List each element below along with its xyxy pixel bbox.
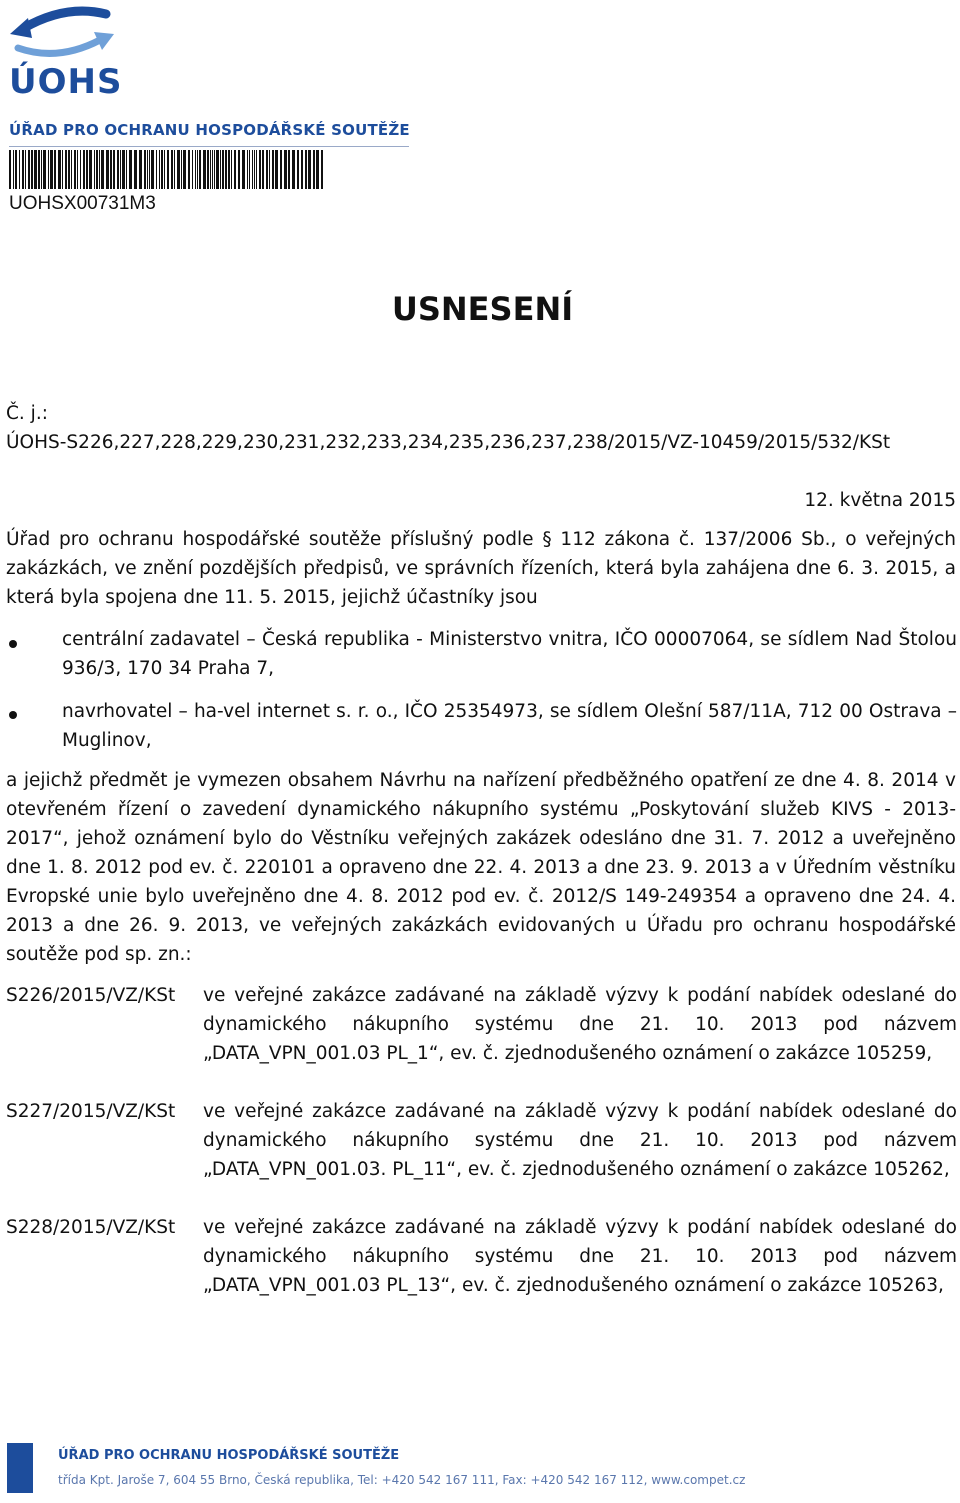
participant-item: centrální zadavatel – Česká republika - Ministerstvo vnitra, IČO 00007064, se sídlem Nad Štolou 936/3, 170 34 Praha 7,: [62, 629, 957, 679]
office-name-header: ÚŘAD PRO OCHRANU HOSPODÁŘSKÉ SOUTĚŽE: [9, 121, 410, 139]
footer-address: třída Kpt. Jaroše 7, 604 55 Brno, Česká republika, Tel: +420 542 167 111, Fax: +420 542 167 112, www.compet.cz: [58, 1473, 746, 1487]
participant-item: navrhovatel – ha-vel internet s. r. o., IČO 25354973, se sídlem Olešní 587/11A, 712 00 Ostrava – Muglinov,: [62, 701, 957, 751]
case-description: ve veřejné zakázce zadávané na základě výzvy k podání nabídek odeslané do dynamického nákupního systému dne 21. 10. 2013 pod názvem „DATA_VPN_001.03 PL_1“, ev. č. zjednodušeného oznámení o zakázce 105259,: [203, 985, 957, 1064]
intro-paragraph: Úřad pro ochranu hospodářské soutěže příslušný podle § 112 zákona č. 137/2006 Sb., o veřejných zakázkách, ve znění pozdějších předpisů, ve správních řízeních, která byla zahájena dne 6. 3. 2015, a která byla spojena dne 11. 5. 2015, jejichž účastníky jsou: [6, 529, 956, 608]
logo-letters: ÚOHS: [9, 62, 123, 102]
header-divider: [9, 146, 409, 147]
case-description: ve veřejné zakázce zadávané na základě výzvy k podání nabídek odeslané do dynamického nákupního systému dne 21. 10. 2013 pod názvem „DATA_VPN_001.03 PL_13“, ev. č. zjednodušeného oznámení o zakázce 105263,: [203, 1217, 957, 1296]
bullet-icon: [9, 640, 17, 648]
case-description: ve veřejné zakázce zadávané na základě výzvy k podání nabídek odeslané do dynamického nákupního systému dne 21. 10. 2013 pod názvem „DATA_VPN_001.03. PL_11“, ev. č. zjednodušeného oznámení o zakázce 105262,: [203, 1101, 957, 1180]
footer-office-name: ÚŘAD PRO OCHRANU HOSPODÁŘSKÉ SOUTĚŽE: [58, 1448, 400, 1463]
case-code: S228/2015/VZ/KSt: [6, 1217, 176, 1238]
footer-logo-bar: [7, 1443, 33, 1493]
barcode-icon: [9, 150, 325, 189]
case-label: Č. j.:: [6, 403, 48, 424]
document-title: USNESENÍ: [391, 290, 574, 328]
case-reference: [6, 399, 890, 457]
document-date: 12. května 2015: [804, 490, 956, 511]
case-number: ÚOHS-S226,227,228,229,230,231,232,233,234,235,236,237,238/2015/VZ-10459/2015/532/KSt: [6, 432, 891, 453]
subject-paragraph: a jejichž předmět je vymezen obsahem Návrhu na nařízení předběžného opatření ze dne 4. 8. 2014 v otevřeném řízení o zavedení dynamického nákupního systému „Poskytování služeb KIVS - 2013-2017“, jehož oznámení bylo do Věstníku veřejných zakázek odesláno dne 31. 7. 2012 a uveřejněno dne 1. 8. 2012 pod ev. č. 220101 a opraveno dne 22. 4. 2013 a dne 23. 9. 2013 a v Úředním věstníku Evropské unie bylo uveřejněno dne 4. 8. 2012 pod ev. č. 2012/S 149-249354 a opraveno dne 24. 4. 2013 a dne 26. 9. 2013, ve veřejných zakázkách evidovaných u Úřadu pro ochranu hospodářské soutěže pod sp. zn.:: [6, 770, 956, 965]
document-code: UOHSX00731M3: [9, 193, 156, 214]
case-code: S227/2015/VZ/KSt: [6, 1101, 176, 1122]
bullet-icon: [9, 711, 17, 719]
uohs-logo-arrows-icon: [6, 4, 118, 62]
case-code: S226/2015/VZ/KSt: [6, 985, 176, 1006]
